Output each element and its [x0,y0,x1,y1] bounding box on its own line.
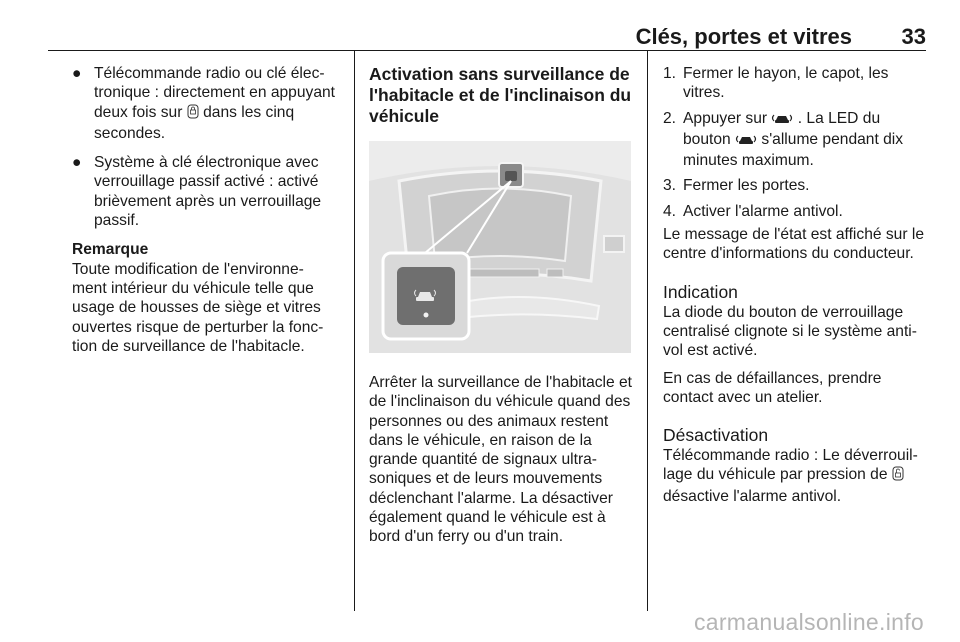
section-heading: Activation sans surveillance de l'habitacle et de l'inclinaison du véhicule [369,64,632,126]
note-title: Remarque [72,241,149,259]
step-text: Appuyer sur [683,109,768,127]
column-2 [369,64,633,547]
indication-paragraph: La diode du bouton de verrouillage centralisé clignote si le système anti-vol est activé. [663,303,917,360]
bullet-text: Système à clé électronique avec verrouillage passif activé : activé brièvement après un verrouillage passif. [94,154,322,230]
car-waves-icon [771,111,793,130]
column-divider-right [647,51,648,611]
step-number: 1. [663,65,677,82]
deactivation-text-cont: désactive l'alarme antivol. [663,487,842,505]
column-divider-left [354,51,355,611]
note-text: Toute modification de l'environne-ment intérieur du véhicule telle que usage de housses de siège et vitres ouvertes risque de perturber la fonc-tion de surveillance de l'habitacle. [72,260,324,355]
step-number: 3. [663,177,677,195]
bullet-text-cont: dans les cinq secondes. [94,103,295,142]
step-text-cont: . La LED du bouton [683,109,881,148]
page-header [48,0,926,51]
bullet-marker: ● [72,154,82,172]
step-text: Fermer le hayon, le capot, les vitres. [683,65,889,102]
bullet-marker: ● [72,65,82,82]
list-item [663,176,927,195]
deactivation-text: Télécommande radio : Le déverrouil-lage du véhicule par pression de [663,447,918,484]
deactivation-paragraph [663,446,927,506]
indication-paragraph-2: En cas de défaillances, prendre contact avec un atelier. [663,369,882,406]
list-item [663,202,927,221]
status-paragraph: Le message de l'état est affiché sur le centre d'informations du conducteur. [663,226,925,263]
watermark: carmanualsonline.info [693,609,924,635]
chapter-title: Clés, portes et vitres [635,24,852,49]
unlock-key-icon [892,466,904,486]
step-text: Activer l'alarme antivol. [683,202,843,220]
lock-key-icon [187,104,199,124]
column-3 [663,64,927,506]
list-item [663,109,927,171]
step-text-end: s'allume pendant dix minutes maximum. [683,130,904,170]
step-text: Fermer les portes. [683,177,810,195]
column-1 [72,64,338,356]
step-number: 2. [663,109,677,127]
step-number: 4. [663,202,677,220]
list-item [72,153,338,230]
deactivation-heading: Désactivation [663,425,769,446]
list-item [72,64,338,143]
body-paragraph: Arrêter la surveillance de l'habitacle et de l'inclinaison du véhicule quand des personnes ou des animaux restent dans le véhicule, en raison de la grande quantité de signaux ultra-soniques et de leurs mouvements déclenchant l'alarme. La désactiver également quand le véhicule est à bord d'un ferry ou d'un train. [369,374,633,546]
car-waves-icon [735,132,757,151]
list-item [663,64,927,103]
page-number: 33 [901,24,926,49]
overhead-console-illustration [369,141,631,353]
bullet-text: Télécommande radio ou clé élec-tronique : directement en appuyant deux fois sur [94,65,335,121]
indication-heading: Indication [663,281,738,302]
